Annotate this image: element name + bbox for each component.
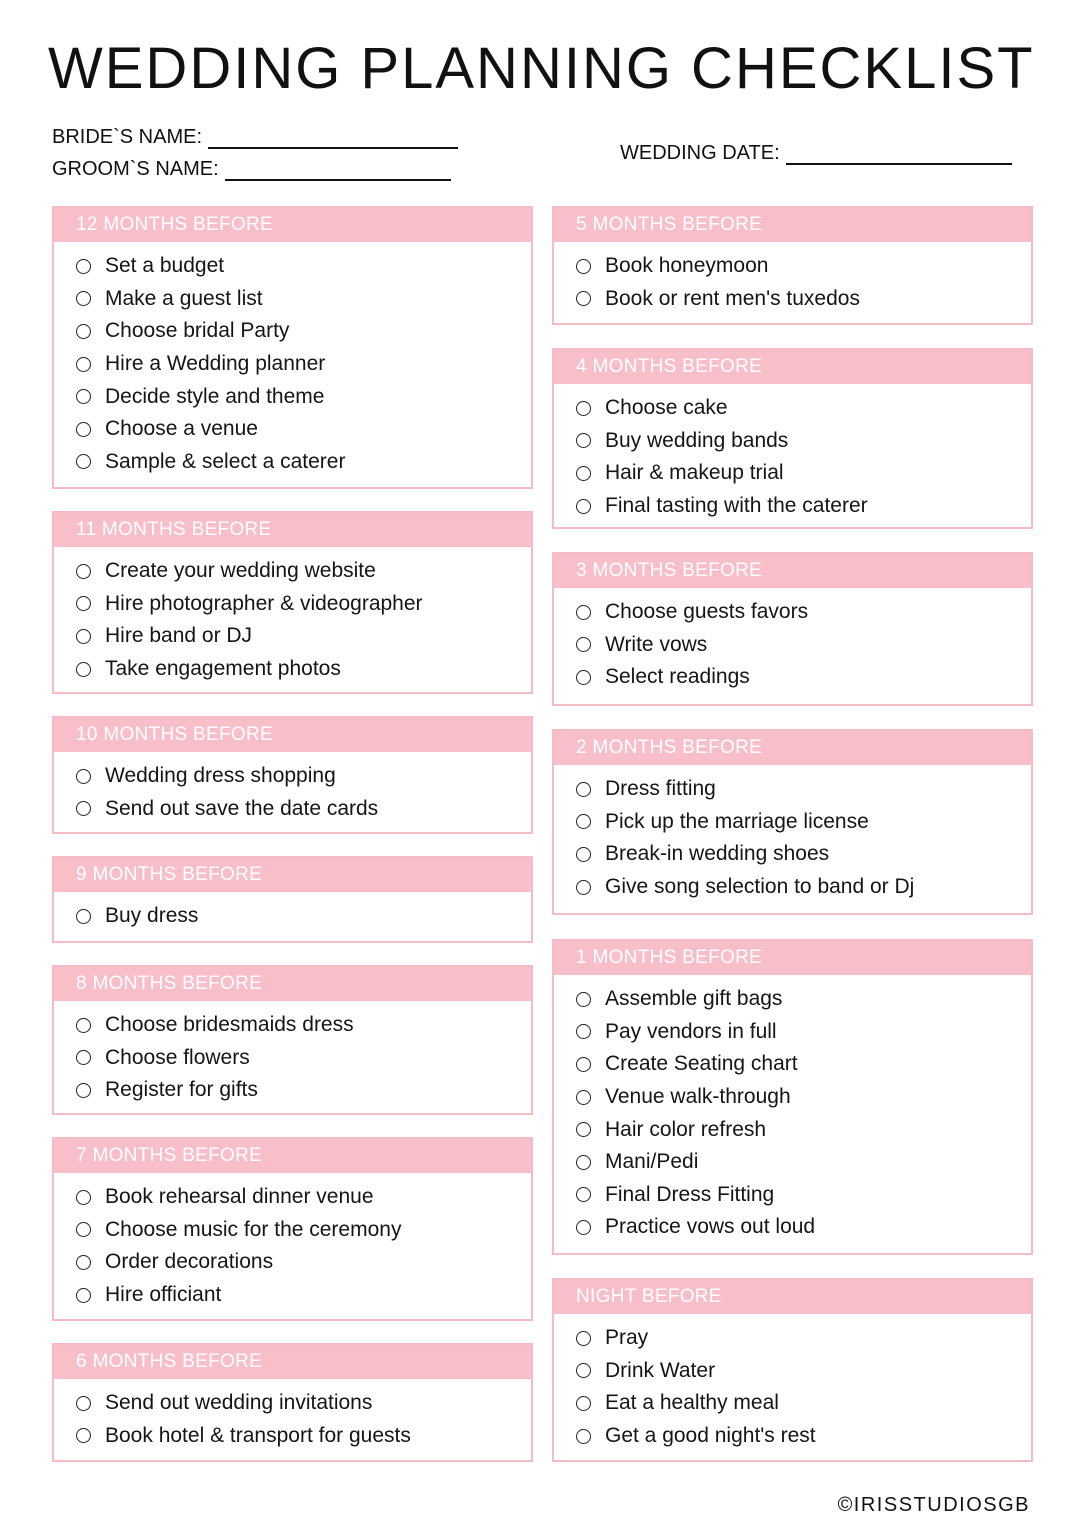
checklist-item-label: Book or rent men's tuxedos — [605, 286, 860, 310]
checkbox-circle-icon[interactable] — [576, 1155, 591, 1170]
checkbox-circle-icon[interactable] — [576, 1024, 591, 1039]
checkbox-circle-icon[interactable] — [76, 1428, 91, 1443]
section-3-months — [552, 552, 1033, 706]
checklist-item-label: Pray — [605, 1326, 649, 1350]
checklist-item[interactable] — [76, 653, 531, 686]
checklist-item-label: Wedding dress shopping — [105, 764, 336, 788]
checklist-item-label: Order decorations — [105, 1250, 274, 1274]
checklist-item[interactable] — [576, 773, 1031, 806]
checklist-item[interactable] — [576, 1016, 1031, 1049]
section-10-months — [52, 716, 533, 834]
checklist-item-label: Mani/Pedi — [605, 1150, 699, 1174]
checklist — [54, 752, 531, 825]
checkbox-circle-icon[interactable] — [76, 454, 91, 469]
checklist-item[interactable] — [576, 1322, 1031, 1355]
checklist-item-label: Buy wedding bands — [605, 428, 789, 452]
checklist-item[interactable] — [576, 425, 1031, 458]
checkbox-circle-icon[interactable] — [576, 1090, 591, 1105]
checklist-item[interactable] — [76, 793, 531, 826]
section-header: NIGHT BEFORE — [554, 1280, 1031, 1314]
checklist-item[interactable] — [76, 446, 531, 479]
checkbox-circle-icon[interactable] — [76, 357, 91, 372]
checklist-item-label: Register for gifts — [105, 1078, 258, 1102]
checklist-item-label: Send out wedding invitations — [105, 1391, 373, 1415]
checkbox-circle-icon[interactable] — [76, 324, 91, 339]
checklist-item[interactable] — [576, 629, 1031, 662]
section-4-months — [552, 348, 1033, 529]
section-header: 12 MONTHS BEFORE — [54, 208, 531, 242]
checkbox-circle-icon[interactable] — [576, 637, 591, 652]
checkbox-circle-icon[interactable] — [576, 499, 591, 514]
checkbox-circle-icon[interactable] — [576, 401, 591, 416]
checklist-item[interactable] — [76, 380, 531, 413]
checklist-item[interactable] — [576, 1420, 1031, 1453]
checklist-item[interactable] — [576, 1179, 1031, 1212]
section-header: 8 MONTHS BEFORE — [54, 967, 531, 1001]
checklist-item[interactable] — [76, 555, 531, 588]
section-header: 2 MONTHS BEFORE — [554, 731, 1031, 765]
checklist-item[interactable] — [76, 760, 531, 793]
checklist-item-label: Dress fitting — [605, 777, 716, 801]
bride-name-field[interactable] — [52, 126, 458, 149]
checklist-item-label: Take engagement photos — [105, 657, 341, 681]
checkbox-circle-icon[interactable] — [76, 1222, 91, 1237]
checklist-item[interactable] — [576, 1387, 1031, 1420]
checklist-item-label: Book honeymoon — [605, 254, 769, 278]
checkbox-circle-icon[interactable] — [576, 466, 591, 481]
checkbox-circle-icon[interactable] — [76, 1288, 91, 1303]
checklist-item-label: Give song selection to band or Dj — [605, 875, 915, 899]
section-11-months — [52, 511, 533, 694]
checkbox-circle-icon[interactable] — [76, 1190, 91, 1205]
checklist-item-label: Pick up the marriage license — [605, 809, 869, 833]
checklist-item-label: Send out save the date cards — [105, 796, 379, 820]
checklist-item-label: Hire officiant — [105, 1283, 222, 1307]
checkbox-circle-icon[interactable] — [76, 1018, 91, 1033]
checklist-item[interactable] — [76, 1420, 531, 1453]
checklist-item[interactable] — [76, 1387, 531, 1420]
checklist-item[interactable] — [576, 1113, 1031, 1146]
checklist-item-label: Buy dress — [105, 904, 199, 928]
checklist-item[interactable] — [576, 457, 1031, 490]
checkbox-circle-icon[interactable] — [576, 670, 591, 685]
checkbox-circle-icon[interactable] — [576, 1429, 591, 1444]
checkbox-circle-icon[interactable] — [576, 1220, 591, 1235]
section-2-months — [552, 729, 1033, 915]
checklist — [54, 242, 531, 478]
checklist — [554, 242, 1031, 315]
checklist-item[interactable] — [576, 871, 1031, 904]
checkbox-circle-icon[interactable] — [576, 1331, 591, 1346]
section-header: 10 MONTHS BEFORE — [54, 718, 531, 752]
checklist-item-label: Book rehearsal dinner venue — [105, 1185, 374, 1209]
checklist-item[interactable] — [76, 900, 531, 933]
checklist-item[interactable] — [576, 1146, 1031, 1179]
checklist-item-label: Final Dress Fitting — [605, 1182, 775, 1206]
checkbox-circle-icon[interactable] — [576, 1057, 591, 1072]
checklist-item[interactable] — [576, 838, 1031, 871]
checklist-item-label: Choose bridal Party — [105, 319, 290, 343]
checklist-item-label: Create Seating chart — [605, 1052, 798, 1076]
checklist-item[interactable] — [76, 413, 531, 446]
checkbox-circle-icon[interactable] — [76, 1083, 91, 1098]
checklist-item[interactable] — [76, 1279, 531, 1312]
checkbox-circle-icon[interactable] — [76, 291, 91, 306]
checklist — [554, 1314, 1031, 1452]
checklist-item-label: Book hotel & transport for guests — [105, 1423, 411, 1447]
checklist-item[interactable] — [76, 1246, 531, 1279]
checklist — [554, 588, 1031, 694]
checklist-item[interactable] — [76, 1009, 531, 1042]
checklist-item[interactable] — [576, 283, 1031, 316]
section-header: 9 MONTHS BEFORE — [54, 858, 531, 892]
bride-name-line[interactable] — [208, 129, 458, 149]
checklist-item-label: Choose bridesmaids dress — [105, 1013, 354, 1037]
checklist-item[interactable] — [576, 983, 1031, 1016]
checklist-item[interactable] — [76, 283, 531, 316]
checklist-item[interactable] — [76, 1074, 531, 1107]
section-header: 3 MONTHS BEFORE — [554, 554, 1031, 588]
checklist-item-label: Select readings — [605, 665, 750, 689]
checkbox-circle-icon[interactable] — [576, 814, 591, 829]
checklist-item-label: Practice vows out loud — [605, 1215, 816, 1239]
checkbox-circle-icon[interactable] — [576, 605, 591, 620]
checklist-item-label: Break-in wedding shoes — [605, 842, 830, 866]
checklist — [54, 547, 531, 685]
groom-name-field[interactable] — [52, 158, 451, 181]
checklist-item-label: Hair & makeup trial — [605, 461, 784, 485]
section-9-months — [52, 856, 533, 943]
checklist-item-label: Create your wedding website — [105, 559, 376, 583]
checkbox-circle-icon[interactable] — [76, 596, 91, 611]
checkbox-circle-icon[interactable] — [576, 992, 591, 1007]
section-7-months — [52, 1137, 533, 1321]
checklist-item[interactable] — [76, 315, 531, 348]
checkbox-circle-icon[interactable] — [576, 433, 591, 448]
checklist-item[interactable] — [76, 1214, 531, 1247]
checklist-item[interactable] — [576, 661, 1031, 694]
checklist-item[interactable] — [576, 1211, 1031, 1244]
section-header: 4 MONTHS BEFORE — [554, 350, 1031, 384]
checkbox-circle-icon[interactable] — [576, 880, 591, 895]
checklist-item-label: Choose a venue — [105, 417, 258, 441]
checkbox-circle-icon[interactable] — [76, 801, 91, 816]
section-header: 5 MONTHS BEFORE — [554, 208, 1031, 242]
checklist-item-label: Get a good night's rest — [605, 1424, 816, 1448]
checkbox-circle-icon[interactable] — [576, 291, 591, 306]
checklist — [554, 384, 1031, 522]
checklist-item-label: Write vows — [605, 632, 708, 656]
checklist — [54, 1001, 531, 1107]
checklist — [554, 975, 1031, 1244]
page-title: WEDDING PLANNING CHECKLIST — [48, 36, 1035, 101]
checklist-item-label: Hire photographer & videographer — [105, 591, 423, 615]
checkbox-circle-icon[interactable] — [576, 1187, 591, 1202]
checklist-item[interactable] — [76, 620, 531, 653]
checkbox-circle-icon[interactable] — [76, 259, 91, 274]
checklist-item-label: Assemble gift bags — [605, 987, 783, 1011]
checklist-item[interactable] — [576, 1081, 1031, 1114]
checkbox-circle-icon[interactable] — [76, 769, 91, 784]
checklist-item[interactable] — [76, 1181, 531, 1214]
section-12-months — [52, 206, 533, 489]
section-header: 6 MONTHS BEFORE — [54, 1345, 531, 1379]
checklist-item-label: Choose guests favors — [605, 600, 809, 624]
checklist-item-label: Choose music for the ceremony — [105, 1217, 402, 1241]
checklist-item-label: Choose cake — [605, 396, 728, 420]
checklist-item[interactable] — [76, 348, 531, 381]
copyright-footer: ©IRISSTUDIOSGB — [837, 1494, 1030, 1516]
checklist-item-label: Sample & select a caterer — [105, 449, 346, 473]
section-header: 1 MONTHS BEFORE — [554, 941, 1031, 975]
checklist-item[interactable] — [576, 490, 1031, 523]
wedding-date-field[interactable] — [620, 142, 1012, 165]
checklist-item-label: Eat a healthy meal — [605, 1391, 779, 1415]
checklist-item-label: Make a guest list — [105, 286, 263, 310]
checkbox-circle-icon[interactable] — [576, 1396, 591, 1411]
checkbox-circle-icon[interactable] — [576, 1363, 591, 1378]
checklist-item[interactable] — [576, 1048, 1031, 1081]
section-8-months — [52, 965, 533, 1115]
checkbox-circle-icon[interactable] — [76, 662, 91, 677]
checklist-item-label: Hair color refresh — [605, 1117, 767, 1141]
checklist-item[interactable] — [576, 1355, 1031, 1388]
checklist-item-label: Hire band or DJ — [105, 624, 253, 648]
checklist-item-label: Drink Water — [605, 1358, 716, 1382]
checklist-item-label: Decide style and theme — [105, 384, 325, 408]
checkbox-circle-icon[interactable] — [76, 1396, 91, 1411]
section-5-months — [552, 206, 1033, 325]
checkbox-circle-icon[interactable] — [576, 847, 591, 862]
checkbox-circle-icon[interactable] — [576, 782, 591, 797]
groom-name-label: GROOM`S NAME: — [52, 158, 219, 180]
checkbox-circle-icon[interactable] — [76, 629, 91, 644]
checklist-item[interactable] — [76, 588, 531, 621]
checklist — [54, 1379, 531, 1452]
checklist-item-label: Set a budget — [105, 254, 225, 278]
checklist-item-label: Hire a Wedding planner — [105, 352, 326, 376]
checklist-item[interactable] — [76, 1042, 531, 1075]
checklist-item[interactable] — [576, 806, 1031, 839]
section-night-before — [552, 1278, 1033, 1462]
checkbox-circle-icon[interactable] — [76, 909, 91, 924]
checkbox-circle-icon[interactable] — [76, 1050, 91, 1065]
bride-name-label: BRIDE`S NAME: — [52, 126, 203, 148]
checkbox-circle-icon[interactable] — [76, 1255, 91, 1270]
wedding-date-line[interactable] — [786, 145, 1012, 165]
checklist-item-label: Pay vendors in full — [605, 1019, 777, 1043]
groom-name-line[interactable] — [225, 161, 451, 181]
checklist — [54, 1173, 531, 1311]
checklist-item[interactable] — [576, 392, 1031, 425]
checklist-item-label: Choose flowers — [105, 1045, 250, 1069]
section-header: 11 MONTHS BEFORE — [54, 513, 531, 547]
checklist-item[interactable] — [576, 596, 1031, 629]
section-6-months — [52, 1343, 533, 1462]
checkbox-circle-icon[interactable] — [76, 422, 91, 437]
checkbox-circle-icon[interactable] — [576, 1122, 591, 1137]
checklist-item[interactable] — [576, 250, 1031, 283]
wedding-date-label: WEDDING DATE: — [620, 142, 780, 164]
checklist — [554, 765, 1031, 903]
checklist-item-label: Venue walk-through — [605, 1085, 791, 1109]
section-header: 7 MONTHS BEFORE — [54, 1139, 531, 1173]
checklist-item-label: Final tasting with the caterer — [605, 494, 868, 518]
checklist — [54, 892, 531, 933]
checklist-item[interactable] — [76, 250, 531, 283]
section-1-month — [552, 939, 1033, 1255]
checkbox-circle-icon[interactable] — [76, 564, 91, 579]
checkbox-circle-icon[interactable] — [76, 389, 91, 404]
checkbox-circle-icon[interactable] — [576, 259, 591, 274]
